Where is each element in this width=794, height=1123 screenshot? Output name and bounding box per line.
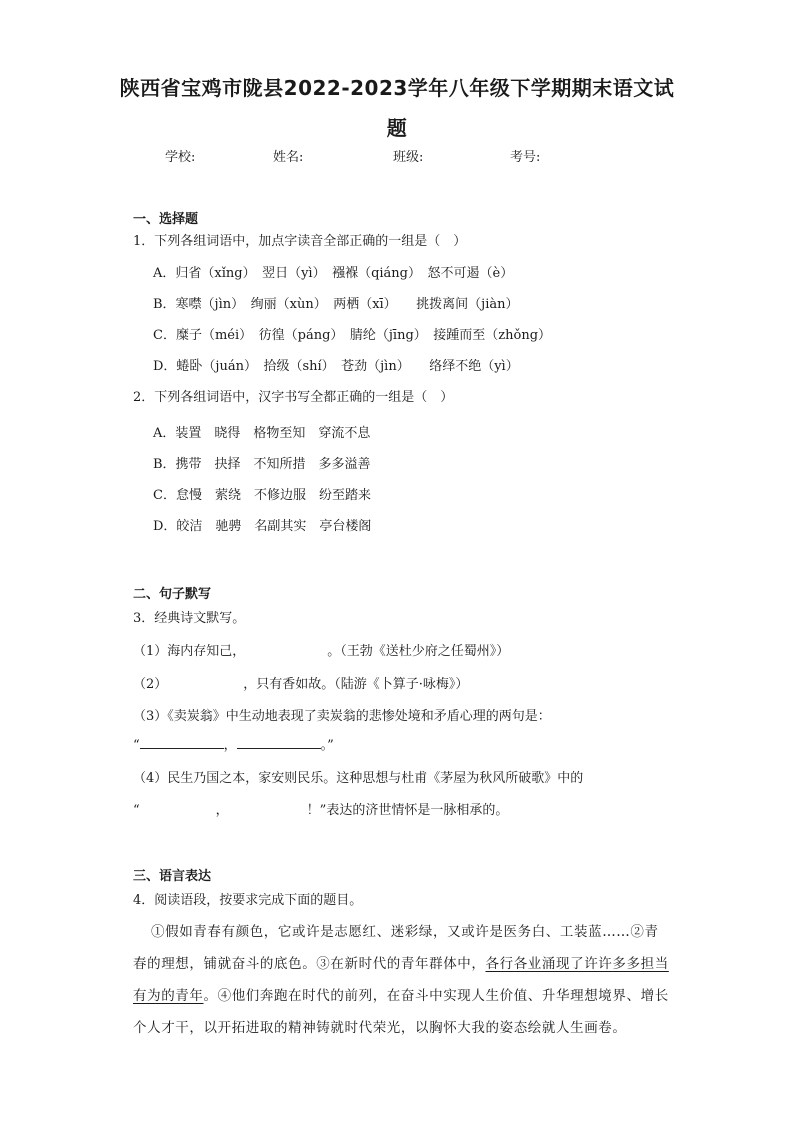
school-label: 学校: [165, 150, 196, 165]
question4-stem: 4．阅读语段，按要求完成下面的题目。 [133, 893, 363, 908]
exam-number-label: 考号: [510, 150, 541, 165]
passage-line2-text: 春的理想，铺就奋斗的底色。③在新时代的青年群体中， [133, 956, 486, 972]
question2-stem: 2．下列各组词语中，汉字书写全都正确的一组是（ ） [133, 390, 454, 405]
question3-part3: （3）《卖炭翁》中生动地表现了卖炭翁的悲惨处境和矛盾心理的两句是： [133, 709, 551, 724]
question1-option-a: A．归省（xǐng） 翌日（yì） 襁褓（qiáng） 怒不可遏（è） [153, 266, 514, 281]
question3-part4-suffix: ！”表达的济世情怀是一脉相承的。 [306, 803, 509, 818]
open-quote: “ [133, 803, 140, 818]
passage-line3-text: 。④他们奔跑在时代的前列，在奋斗中实现人生价值、升华理想境界、增长 [203, 988, 669, 1004]
question3-stem: 3．经典诗文默写。 [133, 611, 246, 626]
question2-option-c: C．怠慢 萦绕 不修边服 纷至踏来 [153, 488, 371, 503]
passage-line3 [133, 984, 669, 1004]
question1-option-d: D．蜷卧（juán） 拾级（shí） 苍劲（jìn） 络绎不绝（yì） [153, 359, 519, 374]
underlined-sentence: 各行各业涌现了许许多多担当 [485, 956, 669, 972]
passage-line1: ①假如青春有颜色，它或许是志愿红、迷彩绿，又或许是医务白、工装蓝……②青 [151, 924, 659, 940]
question3-part1 [133, 640, 509, 659]
comma: ， [223, 738, 237, 753]
question3-part2-suffix: ，只有香如故。（陆游《卜算子·咏梅》） [243, 677, 469, 692]
passage-line4: 个人才干，以开拓进取的精神铸就时代荣光，以胸怀大我的姿态绘就人生画卷。 [133, 1020, 627, 1036]
close-quote: 。” [320, 738, 334, 753]
question3-part2-prefix: （2） [133, 677, 168, 692]
passage-line2 [133, 952, 669, 972]
question2-option-d: D．皎洁 驰骋 名副其实 亭台楼阁 [153, 519, 372, 534]
question1-option-c: C．糜子（méi） 彷徨（páng） 腈纶（jīng） 接踵而至（zhǒng） [153, 328, 552, 343]
question3-part2 [133, 673, 468, 692]
question2-option-a: A．装置 晓得 格物至知 穿流不息 [153, 426, 371, 441]
section3-heading: 三、语言表达 [133, 869, 212, 884]
answer-blank[interactable] [237, 734, 321, 749]
section1-heading: 一、选择题 [133, 212, 199, 227]
question3-part4-blanks [133, 799, 508, 818]
question3-part3-blanks [133, 734, 334, 753]
question3-part4: （4）民生乃国之本，家安则民乐。这种思想与杜甫《茅屋为秋风所破歌》中的 [133, 771, 584, 786]
name-label: 姓名: [273, 150, 304, 165]
document-title-line1: 陕西省宝鸡市陇县2022-2023学年八年级下学期期末语文试 [119, 76, 675, 100]
question3-part1-suffix: 。（王勃《送杜少府之任蜀州》） [327, 644, 510, 659]
section2-heading: 二、句子默写 [133, 587, 212, 602]
open-quote: “ [133, 738, 140, 753]
class-label: 班级: [393, 150, 424, 165]
underlined-sentence-end: 有为的青年 [133, 988, 204, 1004]
question1-option-b: B．寒噤（jìn） 绚丽（xùn） 两栖（xī） 挑拨离间（jiàn） [153, 297, 519, 312]
question2-option-b: B．携带 抉择 不知所措 多多溢善 [153, 457, 371, 472]
question3-part1-prefix: （1）海内存知己， [133, 644, 246, 659]
question1-stem: 1．下列各组词语中，加点字读音全部正确的一组是（ ） [133, 234, 467, 249]
answer-blank[interactable] [140, 734, 224, 749]
comma: ， [215, 803, 229, 818]
document-title-line2: 题 [386, 116, 408, 140]
